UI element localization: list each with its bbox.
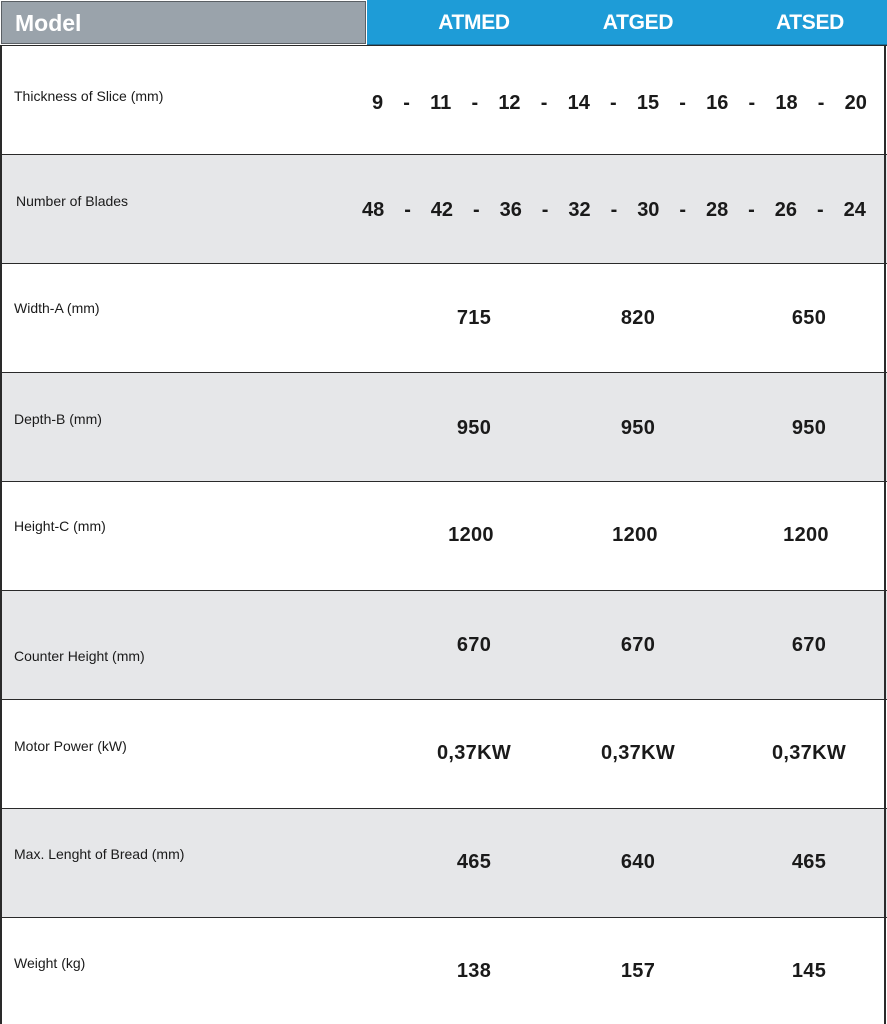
row-label: Width-A (mm): [14, 300, 100, 316]
seq-dash: -: [748, 199, 755, 221]
atsed-value: 950: [791, 417, 827, 439]
row-blades: [0, 154, 887, 264]
seq-value: 42: [430, 199, 454, 221]
model-atsed-header: ATSED: [775, 11, 845, 34]
atmed-value: 715: [456, 307, 492, 329]
atsed-value: 465: [791, 851, 827, 873]
seq-dash: -: [748, 92, 756, 114]
row-bread-length: [0, 808, 887, 918]
row-label: Counter Height (mm): [14, 648, 145, 664]
row-label: Motor Power (kW): [14, 738, 127, 754]
seq-value: 18: [775, 92, 798, 114]
seq-value: 24: [843, 199, 866, 221]
row-weight: [0, 917, 887, 1024]
row-label: Height-C (mm): [14, 518, 106, 534]
seq-dash: -: [679, 92, 686, 114]
atged-value: 157: [620, 960, 656, 982]
thickness-sequence: [372, 92, 867, 115]
row-label: Number of Blades: [16, 193, 129, 209]
seq-value: 26: [774, 199, 798, 221]
atged-value: 640: [620, 851, 656, 873]
seq-value: 32: [568, 199, 591, 221]
atmed-value: 0,37KW: [436, 742, 512, 764]
atmed-value: 138: [456, 960, 492, 982]
model-header-label: Model: [15, 10, 82, 36]
row-label: Depth-B (mm): [14, 411, 102, 427]
row-label: Thickness of Slice (mm): [14, 88, 164, 104]
atsed-value: 0,37KW: [771, 742, 847, 764]
seq-dash: -: [679, 199, 687, 221]
seq-value: 20: [844, 92, 867, 114]
seq-dash: -: [817, 92, 825, 114]
seq-dash: -: [610, 92, 617, 114]
seq-dash: -: [541, 199, 549, 221]
seq-value: 36: [499, 199, 522, 221]
atmed-value: 465: [456, 851, 492, 873]
atmed-value: 1200: [448, 524, 494, 546]
models-header-cell: [367, 0, 887, 45]
seq-value: 16: [706, 92, 729, 114]
atsed-value: 1200: [783, 524, 829, 546]
atged-value: 1200: [612, 524, 658, 546]
seq-value: 12: [498, 92, 521, 114]
row-width: [0, 263, 887, 373]
atged-value: 670: [620, 634, 656, 656]
seq-value: 9: [372, 92, 384, 114]
seq-value: 15: [636, 92, 660, 114]
table-left-border: [0, 45, 2, 1024]
table-header: [0, 0, 887, 45]
atsed-value: 145: [791, 960, 827, 982]
seq-value: 48: [362, 199, 385, 221]
seq-dash: -: [472, 199, 480, 221]
model-header-cell: [1, 1, 366, 44]
seq-value: 11: [430, 92, 452, 114]
row-counter-height: [0, 590, 887, 700]
model-atged-header: ATGED: [602, 11, 674, 34]
seq-dash: -: [471, 92, 479, 114]
row-height: [0, 481, 887, 591]
atsed-value: 650: [791, 307, 827, 329]
atged-value: 950: [620, 417, 656, 439]
row-depth: [0, 372, 887, 482]
table-right-border: [884, 45, 886, 1024]
row-label: Weight (kg): [14, 955, 86, 971]
row-thickness: [0, 45, 887, 155]
seq-value: 30: [637, 199, 660, 221]
model-atmed-header: ATMED: [438, 11, 510, 34]
seq-dash: -: [816, 199, 824, 221]
seq-dash: -: [540, 92, 548, 114]
seq-dash: -: [404, 199, 411, 221]
blades-sequence: [362, 199, 866, 222]
seq-value: 28: [705, 199, 729, 221]
seq-value: 14: [567, 92, 590, 114]
atged-value: 820: [620, 307, 656, 329]
atged-value: 0,37KW: [600, 742, 676, 764]
seq-dash: -: [610, 199, 618, 221]
atmed-value: 950: [456, 417, 492, 439]
atsed-value: 670: [791, 634, 827, 656]
row-motor-power: [0, 699, 887, 809]
atmed-value: 670: [456, 634, 492, 656]
row-label: Max. Lenght of Bread (mm): [14, 846, 185, 862]
seq-dash: -: [403, 92, 410, 114]
